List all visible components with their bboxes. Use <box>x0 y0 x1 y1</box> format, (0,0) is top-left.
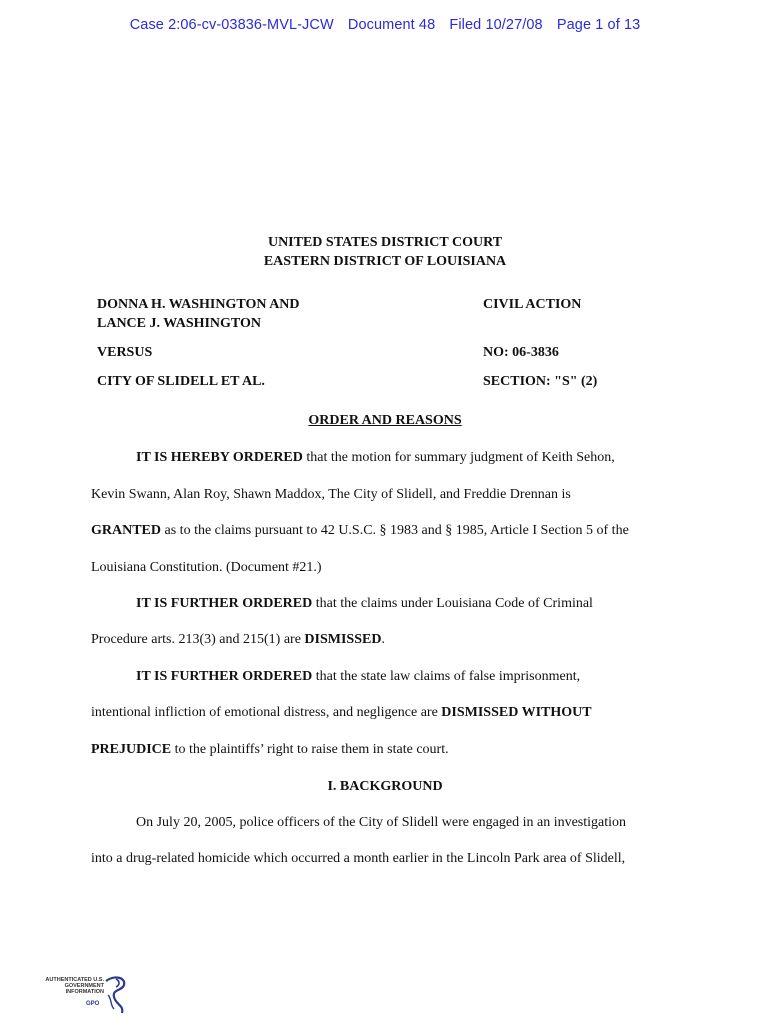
text-run: to the plaintiffs’ right to raise them in state court. <box>171 742 449 757</box>
section-heading: I. BACKGROUND <box>327 779 443 794</box>
text-run: as to the claims pursuant to 42 U.S.C. § 1983 and § 1985, Article I Section 5 of the <box>161 523 629 538</box>
text-run: that the motion for summary judgment of Keith Sehon, <box>302 450 615 465</box>
paragraph-1-line-4: Louisiana Constitution. (Document #21.) <box>91 560 322 575</box>
order-title: ORDER AND REASONS <box>308 413 462 428</box>
text-run: Procedure arts. 213(3) and 215(1) are <box>91 632 305 647</box>
case-no: NO: 06-3836 <box>483 345 559 360</box>
prejudice-term: PREJUDICE <box>91 742 172 757</box>
case-number: Case 2:06-cv-03836-MVL-JCW <box>129 17 334 33</box>
seal-text: AUTHENTICATED U.S. GOVERNMENT INFORMATION <box>45 977 104 995</box>
plaintiffs-line-1: DONNA H. WASHINGTON AND <box>97 297 300 312</box>
defendants: CITY OF SLIDELL ET AL. <box>97 374 265 389</box>
paragraph-4-line-2: into a drug-related homicide which occurred a month earlier in the Lincoln Park area of Slidell, <box>91 851 626 866</box>
paragraph-4-line-1: On July 20, 2005, police officers of the City of Slidell were engaged in an investigation <box>136 815 627 830</box>
text-run: that the claims under Louisiana Code of Criminal <box>312 596 593 611</box>
plaintiffs <box>97 295 300 333</box>
plaintiffs-line-2: LANCE J. WASHINGTON <box>97 316 262 331</box>
text-run: that the state law claims of false imprisonment, <box>312 669 581 684</box>
civil-action: CIVIL ACTION <box>483 297 582 312</box>
paragraph-3-line-1 <box>136 669 580 685</box>
paragraph-1-line-1 <box>136 450 615 466</box>
text-run: . <box>381 632 385 647</box>
paragraph-3-line-3 <box>91 742 449 758</box>
text-run: intentional infliction of emotional distress, and negligence are <box>91 705 442 720</box>
docket-header <box>0 17 770 33</box>
court-line-1: UNITED STATES DISTRICT COURT <box>267 235 503 250</box>
ordered-clause: IT IS FURTHER ORDERED <box>136 669 313 684</box>
court-line-2: EASTERN DISTRICT OF LOUISIANA <box>263 254 507 269</box>
paragraph-3-line-2 <box>91 705 592 721</box>
versus: VERSUS <box>97 345 153 360</box>
section: SECTION: "S" (2) <box>483 374 598 389</box>
granted-term: GRANTED <box>91 523 162 538</box>
filed-date: Filed 10/27/08 <box>449 17 543 33</box>
paragraph-2-line-2 <box>91 632 385 648</box>
court-name <box>0 233 770 271</box>
eagle-icon <box>102 975 130 1015</box>
ordered-clause: IT IS HEREBY ORDERED <box>136 450 303 465</box>
page-number: Page 1 of 13 <box>556 17 641 33</box>
paragraph-1-line-3 <box>91 523 629 539</box>
gpo-authentication-seal <box>42 975 132 1015</box>
document-number: Document 48 <box>347 17 436 33</box>
dismissed-term: DISMISSED WITHOUT <box>441 705 592 720</box>
seal-mark: GPO <box>86 1001 100 1007</box>
ordered-clause: IT IS FURTHER ORDERED <box>136 596 313 611</box>
paragraph-1-line-2: Kevin Swann, Alan Roy, Shawn Maddox, The City of Slidell, and Freddie Drennan is <box>91 487 571 502</box>
dismissed-term: DISMISSED <box>304 632 382 647</box>
paragraph-2-line-1 <box>136 596 593 612</box>
